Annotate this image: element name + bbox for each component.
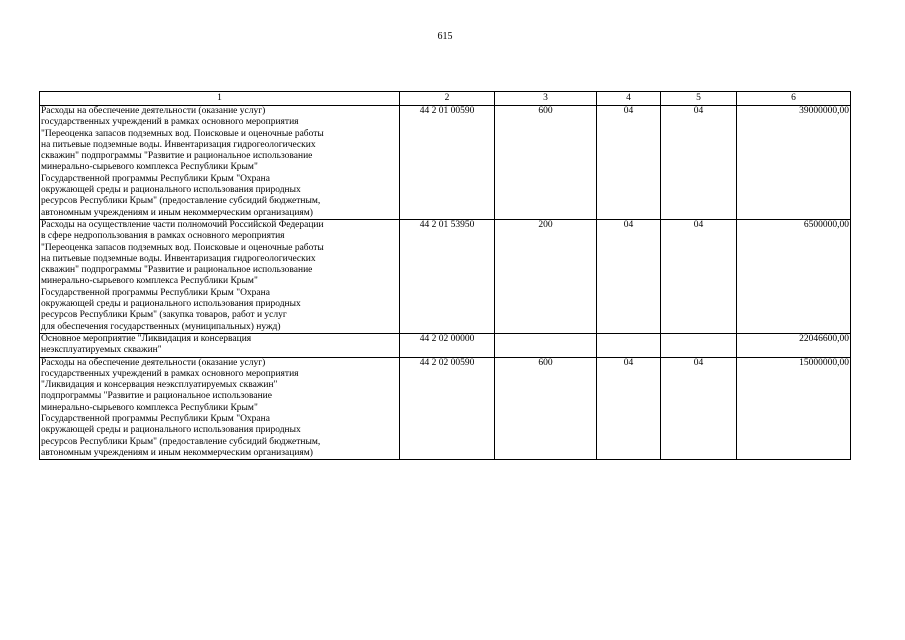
page-number: 615 <box>437 31 453 42</box>
table-row <box>40 219 851 333</box>
amount: 6500000,00 <box>737 219 851 333</box>
section-code: 04 <box>597 106 661 220</box>
column-header-2: 2 <box>400 92 495 106</box>
table-header-row <box>40 92 851 106</box>
subsection-code: 04 <box>661 357 737 460</box>
target-article-code: 44 2 01 00590 <box>400 106 495 220</box>
target-article-code: 44 2 02 00590 <box>400 357 495 460</box>
budget-table <box>39 91 851 460</box>
target-article-code: 44 2 02 00000 <box>400 333 495 357</box>
table-row <box>40 357 851 460</box>
expense-type-code: 200 <box>495 219 597 333</box>
subsection-code: 04 <box>661 106 737 220</box>
amount: 39000000,00 <box>737 106 851 220</box>
expense-type-code: 600 <box>495 106 597 220</box>
section-code <box>597 333 661 357</box>
expense-name: Расходы на осуществление части полномочий Российской Федерации в сфере недропользования в рамках основного мероприятия "Переоценка запасов подземных вод. Поисковые и оценочные работы на питьевые подземные воды. Инвентаризация гидрогеологических скважин" подпрограммы "Развитие и рациональное использование минерально-сырьевого комплекса Республики Крым" Государственной программы Республики Крым "Охрана окружающей среды и рационального использования природных ресурсов Республики Крым" (закупка товаров, работ и услуг для обеспечения государственных (муниципальных) нужд) <box>40 219 400 333</box>
amount: 22046600,00 <box>737 333 851 357</box>
expense-name: Основное мероприятие "Ликвидация и консервация неэксплуатируемых скважин" <box>40 333 400 357</box>
expense-name: Расходы на обеспечение деятельности (оказание услуг) государственных учреждений в рамках основного мероприятия "Ликвидация и консервация неэксплуатируемых скважин" подпрограммы "Развитие и рациональное использование минерально-сырьевого комплекса Республики Крым" Государственной программы Республики Крым "Охрана окружающей среды и рационального использования природных ресурсов Республики Крым" (предоставление субсидий бюджетным, автономным учреждениям и иным некоммерческим организациям) <box>40 357 400 460</box>
subsection-code: 04 <box>661 219 737 333</box>
subsection-code <box>661 333 737 357</box>
table-row <box>40 333 851 357</box>
expense-type-code: 600 <box>495 357 597 460</box>
column-header-1: 1 <box>40 92 400 106</box>
expense-type-code <box>495 333 597 357</box>
column-header-5: 5 <box>661 92 737 106</box>
table-row <box>40 106 851 220</box>
section-code: 04 <box>597 219 661 333</box>
column-header-4: 4 <box>597 92 661 106</box>
section-code: 04 <box>597 357 661 460</box>
column-header-3: 3 <box>495 92 597 106</box>
expense-name: Расходы на обеспечение деятельности (оказание услуг) государственных учреждений в рамках основного мероприятия "Переоценка запасов подземных вод. Поисковые и оценочные работы на питьевые подземные воды. Инвентаризация гидрогеологических скважин" подпрограммы "Развитие и рациональное использование минерально-сырьевого комплекса Республики Крым" Государственной программы Республики Крым "Охрана окружающей среды и рационального использования природных ресурсов Республики Крым" (предоставление субсидий бюджетным, автономным учреждениям и иным некоммерческим организациям) <box>40 106 400 220</box>
column-header-6: 6 <box>737 92 851 106</box>
target-article-code: 44 2 01 53950 <box>400 219 495 333</box>
amount: 15000000,00 <box>737 357 851 460</box>
